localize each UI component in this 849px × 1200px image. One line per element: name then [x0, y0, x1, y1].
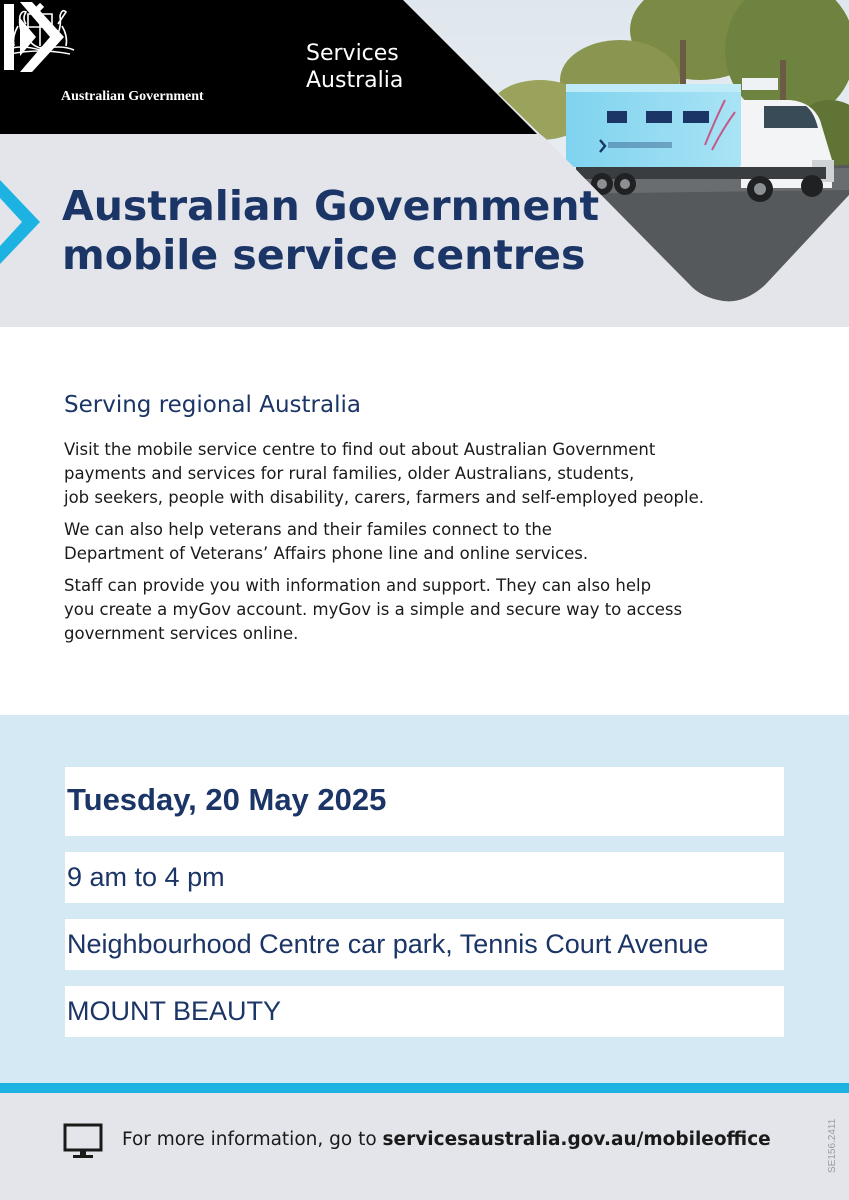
services-australia-chevron-icon	[0, 0, 66, 74]
intro-paragraph-2	[64, 518, 784, 566]
chevron-right-icon	[0, 180, 42, 264]
intro-section	[64, 392, 784, 654]
intro-paragraph-1	[64, 438, 784, 510]
event-date: Tuesday, 20 May 2025	[65, 767, 784, 836]
divider-stripe	[0, 1083, 849, 1093]
footer	[0, 1093, 849, 1200]
intro-paragraph-3	[64, 574, 784, 646]
paragraph-line: you create a myGov account. myGov is a simple and secure way to access	[64, 600, 683, 619]
page-title	[62, 182, 599, 280]
footer-info	[122, 1129, 771, 1150]
government-wordmark: Australian Government	[61, 89, 204, 104]
paragraph-line: Department of Veterans’ Affairs phone line and online services.	[64, 544, 589, 563]
page-title-line-2: mobile service centres	[62, 231, 586, 279]
document-code: SE156.2411	[827, 1118, 838, 1173]
footer-prefix: For more information, go to	[122, 1129, 383, 1150]
header-black-shape	[0, 0, 849, 134]
paragraph-line: We can also help veterans and their familes connect to the	[64, 520, 552, 539]
page-title-line-1: Australian Government	[62, 182, 600, 230]
paragraph-line: Visit the mobile service centre to find out about Australian Government	[64, 440, 656, 459]
monitor-icon	[63, 1123, 103, 1159]
paragraph-line: job seekers, people with disability, carers, farmers and self-employed people.	[64, 488, 704, 507]
event-town: MOUNT BEAUTY	[65, 986, 784, 1037]
header-bar	[0, 0, 849, 134]
paragraph-line: government services online.	[64, 624, 299, 643]
paragraph-line: Staff can provide you with information and support. They can also help	[64, 576, 652, 595]
agency-line-1: Services	[306, 41, 399, 66]
footer-url-link[interactable]: servicesaustralia.gov.au/mobileoffice	[382, 1129, 771, 1150]
hero-banner	[0, 0, 849, 327]
agency-line-2: Australia	[306, 68, 404, 93]
event-time: 9 am to 4 pm	[65, 852, 784, 903]
section-heading: Serving regional Australia	[64, 392, 361, 418]
event-details-panel	[0, 715, 849, 1083]
services-australia-wordmark	[306, 40, 403, 94]
paragraph-line: payments and services for rural families, older Australians, students,	[64, 464, 635, 483]
event-venue: Neighbourhood Centre car park, Tennis Court Avenue	[65, 919, 784, 970]
